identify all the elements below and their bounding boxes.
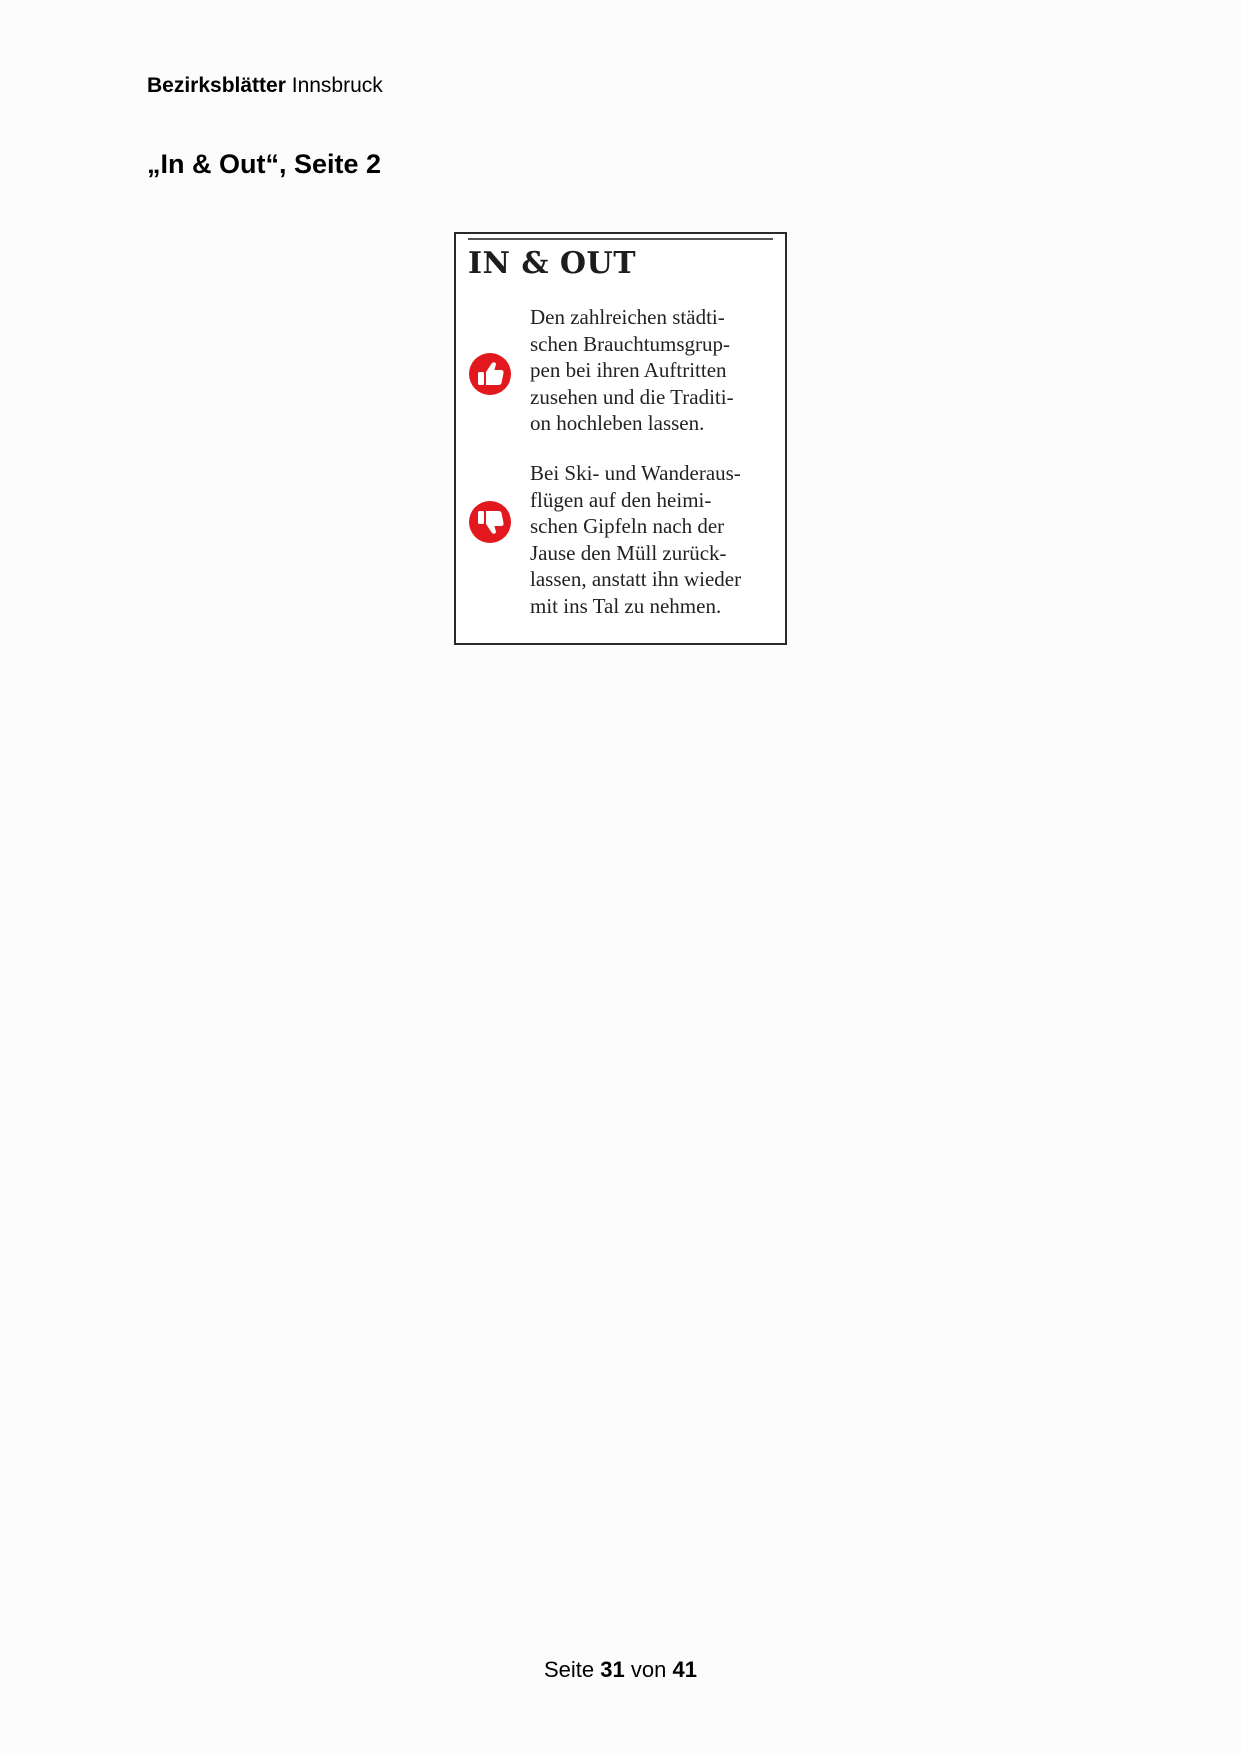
newspaper-clipping xyxy=(454,232,787,645)
page-number xyxy=(0,1656,1241,1684)
current-page: 31 xyxy=(600,1657,625,1682)
page-separator: von xyxy=(630,1657,667,1682)
in-item-text: Den zahlreichen städti- schen Brauchtumsgrup- pen bei ihren Auftritten zusehen und die Traditi- on hochleben lassen. xyxy=(530,305,734,435)
out-item-text: Bei Ski- und Wanderaus- flügen auf den heimi- schen Gipfeln nach der Jause den Müll zurück- lassen, anstatt ihn wieder mit ins Tal zu nehmen. xyxy=(530,461,742,618)
thumbs-up-icon xyxy=(468,352,512,396)
publication-region: Innsbruck xyxy=(291,74,383,97)
clipping-top-rule xyxy=(468,238,773,240)
page-label: Seite xyxy=(544,1657,595,1682)
thumbs-down-icon xyxy=(468,500,512,544)
clipping-heading: IN & OUT xyxy=(468,246,637,281)
article-title: „In & Out“, Seite 2 xyxy=(147,149,382,179)
publication-line xyxy=(147,73,383,99)
total-pages: 41 xyxy=(672,1657,697,1682)
publication-name: Bezirksblätter xyxy=(147,74,286,97)
